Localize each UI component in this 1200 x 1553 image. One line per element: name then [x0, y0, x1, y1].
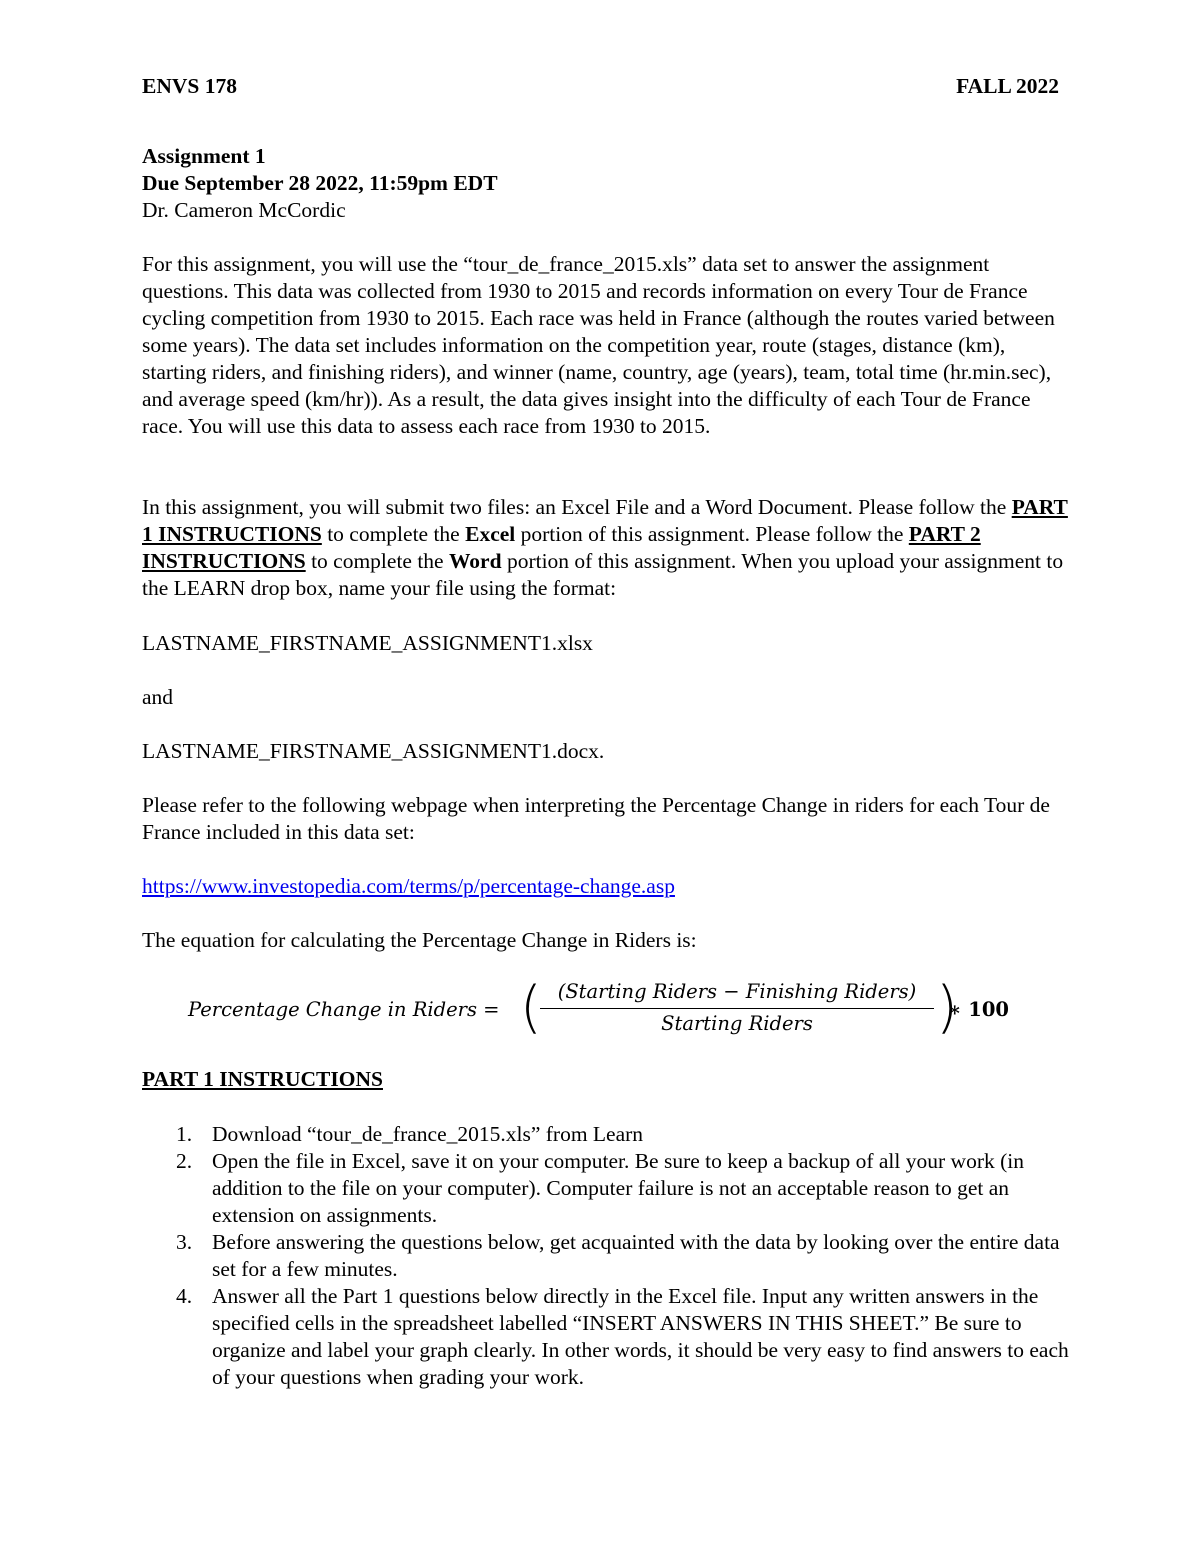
submission-text: [142, 494, 1072, 602]
course-code: ENVS 178: [142, 74, 237, 98]
list-item: [142, 1283, 1072, 1391]
list-item-number: 1.: [176, 1122, 193, 1146]
equation-intro: The equation for calculating the Percentage Change in Riders is:: [142, 928, 697, 952]
and-label: and: [142, 685, 174, 709]
list-item-number: 2.: [176, 1149, 193, 1173]
list-item-text: Download “tour_de_france_2015.xls” from Learn: [212, 1122, 644, 1146]
submission-text-2: to complete the: [321, 522, 466, 546]
part1-heading: PART 1 INSTRUCTIONS: [142, 1067, 383, 1091]
part1-instructions-list: [142, 1121, 1072, 1391]
submission-text-4: to complete the: [305, 549, 449, 573]
percentage-change-equation: [188, 976, 1028, 1044]
intro-text: For this assignment, you will use the “tour_de_france_2015.xls” data set to answer the assignment questions. This data was collected from 1930 to 2015 and records information on every Tour de France cycling competition from 1930 to 2015. Each race was held in France (although the routes varied between some years). The data set includes information on the competition year, route (stages, distance (km), starting riders, and finishing riders), and winner (name, country, age (years), team, total time (hr.min.sec), and average speed (km/hr)). As a result, the data gives insight into the difficulty of each Tour de France race. You will use this data to assess each race from 1930 to 2015.: [142, 252, 1055, 438]
intro-paragraph: [142, 251, 1072, 440]
submission-paragraph: [142, 494, 1072, 602]
instructor-name: Dr. Cameron McCordic: [142, 198, 346, 222]
list-item: [142, 1229, 1072, 1283]
equation-denominator: Starting Riders: [661, 1012, 813, 1035]
submission-text-3: portion of this assignment. Please follow the: [515, 522, 909, 546]
docx-filename: LASTNAME_FIRSTNAME_ASSIGNMENT1.docx.: [142, 739, 605, 763]
list-item-number: 3.: [176, 1230, 193, 1254]
equation-numerator: (Starting Riders − Finishing Riders): [557, 980, 917, 1003]
word-word: Word: [448, 549, 502, 573]
xlsx-filename: LASTNAME_FIRSTNAME_ASSIGNMENT1.xlsx: [142, 631, 593, 655]
list-item-number: 4.: [176, 1284, 193, 1308]
equation-fraction: [538, 976, 936, 1039]
reference-link-line: [142, 873, 675, 900]
left-paren: (: [520, 975, 542, 1040]
submission-text-5: portion of this assignment. When you upload your assignment to the LEARN drop box, name your file using the format:: [142, 549, 1064, 600]
investopedia-link[interactable]: https://www.investopedia.com/terms/p/percentage-change.asp: [142, 874, 675, 898]
list-item: [142, 1121, 1072, 1148]
list-item: [142, 1148, 1072, 1229]
due-date: Due September 28 2022, 11:59pm EDT: [142, 171, 498, 195]
list-item-text: Before answering the questions below, get acquainted with the data by looking over the entire data set for a few minutes.: [212, 1230, 1060, 1281]
list-item-text: Open the file in Excel, save it on your computer. Be sure to keep a backup of all your work (in addition to the file on your computer). Computer failure is not an acceptable reason to get an extension on assignments.: [212, 1149, 1024, 1227]
term-label: FALL 2022: [956, 74, 1059, 98]
page-header: [142, 72, 1059, 100]
submission-text-1: In this assignment, you will submit two files: an Excel File and a Word Document. Please follow the: [142, 495, 1012, 519]
reference-text: Please refer to the following webpage when interpreting the Percentage Change in riders for each Tour de France included in this data set:: [142, 793, 1050, 844]
list-item-text: Answer all the Part 1 questions below directly in the Excel file. Input any written answers in the specified cells in the spreadsheet labelled “INSERT ANSWERS IN THIS SHEET.” Be sure to organize and label your graph clearly. In other words, it should be very easy to find answers to each of your questions when grading your work.: [212, 1284, 1069, 1389]
equation-rhs: ∗ 100: [948, 998, 1009, 1021]
assignment-title: Assignment 1: [142, 144, 266, 168]
part2-instructions-ref: PART 2 INSTRUCTIONS: [142, 522, 981, 573]
excel-word: Excel: [465, 522, 516, 546]
reference-paragraph: [142, 792, 1072, 846]
equation-lhs: Percentage Change in Riders =: [188, 998, 500, 1021]
right-paren: ): [936, 975, 958, 1040]
part1-instructions-ref: PART 1 INSTRUCTIONS: [142, 495, 1068, 546]
